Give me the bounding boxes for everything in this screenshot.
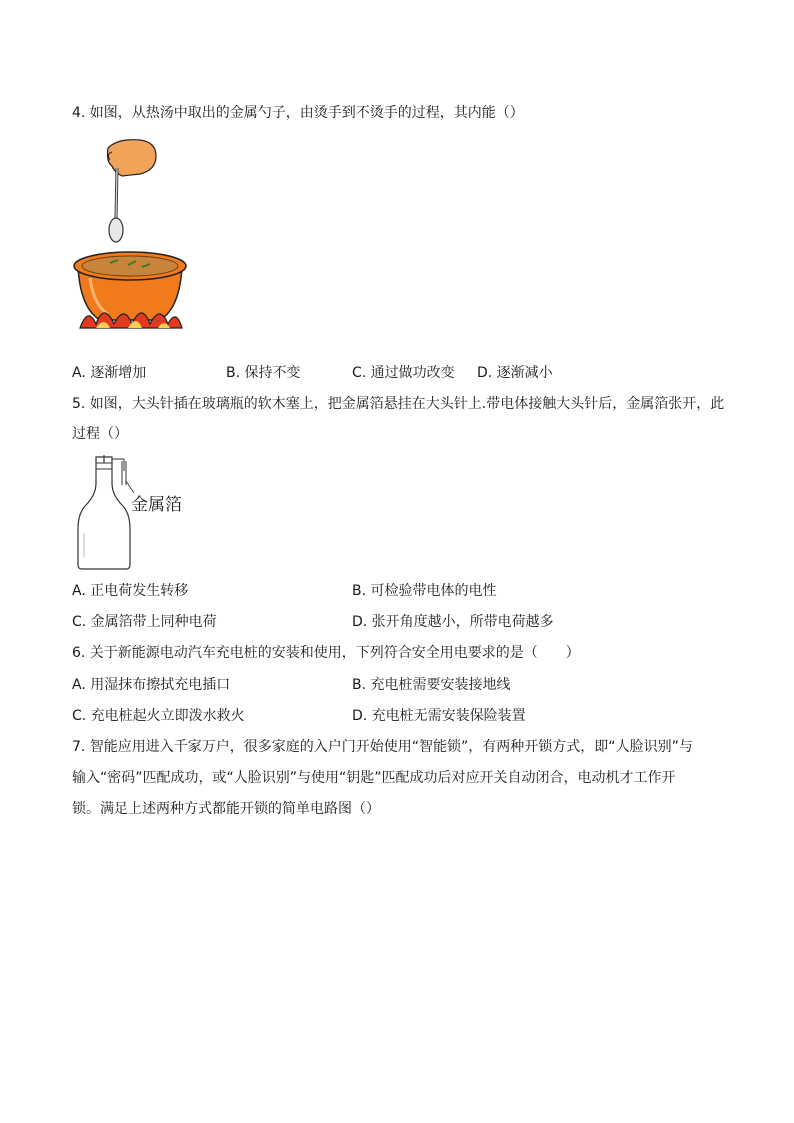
soup-pot-figure bbox=[70, 138, 195, 343]
q5-figure-label: 金属箔 bbox=[131, 495, 182, 515]
q5-option-a: A. 正电荷发生转移 bbox=[72, 583, 189, 599]
q5-option-c: C. 金属箔带上同种电荷 bbox=[72, 614, 217, 630]
q4-option-d: D. 逐渐减小 bbox=[477, 365, 553, 381]
q6-stem: 6. 关于新能源电动汽车充电桩的安装和使用，下列符合安全用电要求的是（ ） bbox=[72, 645, 580, 661]
q5-option-b: B. 可检验带电体的电性 bbox=[352, 583, 497, 599]
q4-option-b: B. 保持不变 bbox=[226, 365, 301, 381]
q6-option-a: A. 用湿抹布擦拭充电插口 bbox=[72, 677, 231, 693]
q4-option-c: C. 通过做功改变 bbox=[352, 365, 455, 381]
q5-option-d: D. 张开角度越小，所带电荷越多 bbox=[352, 614, 554, 630]
q6-option-d: D. 充电桩无需安装保险装置 bbox=[352, 708, 526, 724]
q6-option-c: C. 充电桩起火立即泼水救火 bbox=[72, 708, 245, 724]
q5-stem-line2: 过程（） bbox=[72, 426, 128, 442]
q7-stem-line3: 锁。满足上述两种方式都能开锁的简单电路图（） bbox=[72, 801, 380, 817]
spoon-bowl bbox=[109, 218, 123, 242]
q5-stem-line1: 5. 如图，大头针插在玻璃瓶的软木塞上，把金属箔悬挂在大头针上.带电体接触大头针后，金属箔张开，此 bbox=[72, 396, 725, 412]
soup-surface bbox=[82, 256, 178, 276]
q4-stem: 4. 如图，从热汤中取出的金属勺子，由烫手到不烫手的过程，其内能（） bbox=[72, 105, 524, 121]
q4-option-a: A. 逐渐增加 bbox=[72, 365, 147, 381]
hand-icon bbox=[108, 140, 157, 176]
q7-stem-line2: 输入“密码”匹配成功，或“人脸识别”与使用“钥匙”匹配成功后对应开关自动闭合，电动机才工作开 bbox=[72, 770, 676, 786]
q7-stem-line1: 7. 智能应用进入千家万户，很多家庭的入户门开始使用“智能锁”，有两种开锁方式，即“人脸识别”与 bbox=[72, 739, 693, 755]
q6-option-b: B. 充电桩需要安装接地线 bbox=[352, 677, 511, 693]
